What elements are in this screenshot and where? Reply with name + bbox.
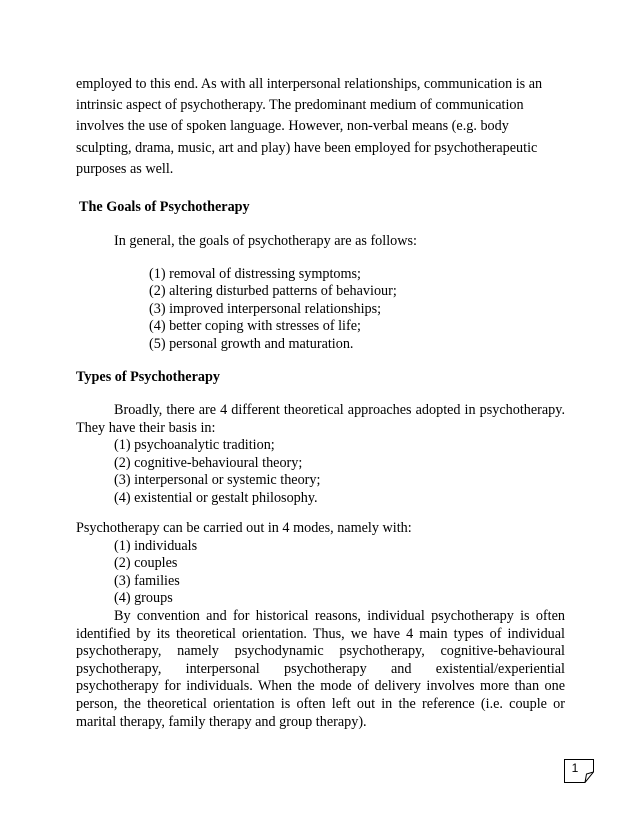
- types-heading: Types of Psychotherapy: [76, 369, 220, 385]
- intro-paragraph: employed to this end. As with all interpersonal relationships, communication is an intrinsic aspect of psychotherapy. The predominant medium of communication involves the use of spoken language. However, non-verbal means (e.g. body sculpting, drama, music, art and play) have been employed for psychotherapeutic purposes as well.: [76, 76, 543, 177]
- types-intro: Broadly, there are 4 different theoretical approaches adopted in psychotherapy. They have their basis in:: [76, 402, 565, 436]
- goals-heading: The Goals of Psychotherapy: [79, 199, 250, 215]
- mode-item: (4) groups: [114, 590, 173, 607]
- goal-item: (1) removal of distressing symptoms;: [149, 266, 362, 282]
- mode-item: (1) individuals: [114, 537, 198, 554]
- modes-list: [76, 538, 565, 608]
- goal-item: (3) improved interpersonal relationships;: [149, 300, 382, 317]
- goal-item: (2) altering disturbed patterns of behaviour;: [149, 283, 397, 300]
- modes-section: [76, 520, 565, 731]
- page-number: 1: [571, 761, 579, 775]
- approaches-list: [76, 437, 565, 507]
- goal-item: (5) personal growth and maturation.: [149, 335, 354, 352]
- approach-item: (2) cognitive-behavioural theory;: [114, 454, 303, 471]
- goals-list: [149, 266, 397, 353]
- approach-item: (1) psychoanalytic tradition;: [114, 437, 275, 454]
- approach-item: (4) existential or gestalt philosophy.: [114, 489, 318, 506]
- page-number-box: [564, 759, 594, 781]
- goals-intro: In general, the goals of psychotherapy are as follows:: [114, 233, 417, 249]
- mode-item: (2) couples: [114, 555, 178, 572]
- approach-item: (3) interpersonal or systemic theory;: [114, 472, 321, 489]
- modes-intro: Psychotherapy can be carried out in 4 modes, namely with:: [76, 520, 412, 536]
- goal-item: (4) better coping with stresses of life;: [149, 318, 361, 335]
- types-section: [76, 402, 565, 508]
- mode-item: (3) families: [114, 572, 180, 589]
- convention-paragraph: By convention and for historical reasons, individual psychotherapy is often identified by its theoretical orientation. Thus, we have 4 main types of individual psychotherapy, namely psychodynamic psychotherapy, cognitive-behavioural psychotherapy, interpersonal psychotherapy and existential/experiential psychotherapy for individuals. When the mode of delivery involves more than one person, the theoretical orientation is often left out in the reference (i.e. couple or marital therapy, family therapy and group therapy).: [76, 607, 565, 730]
